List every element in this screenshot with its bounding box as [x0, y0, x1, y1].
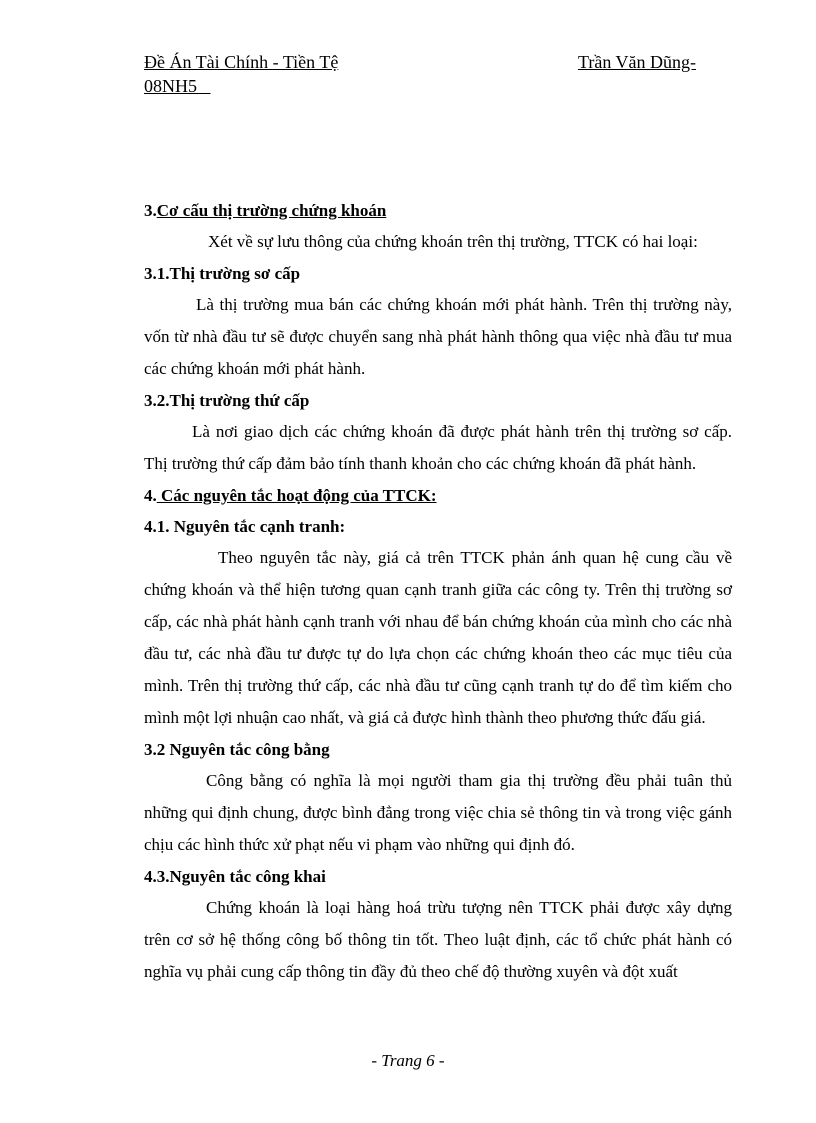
section-4-heading: 4. Các nguyên tắc hoạt động của TTCK:: [144, 486, 437, 505]
section-3-1-heading: 3.1.Thị trường sơ cấp: [144, 264, 301, 283]
header-line: [144, 50, 696, 74]
page-header: [144, 50, 696, 98]
author-name: Trần Văn Dũng-: [577, 52, 696, 72]
section-3-2-heading: 3.2.Thị trường thứ cấp: [144, 391, 310, 410]
section-3-2-text: Là nơi giao dịch các chứng khoán đã được phát hành trên thị trường sơ cấp. Thị trường thứ cấp đảm bảo tính thanh khoản cho các chứng khoán đã phát hành.: [144, 422, 732, 473]
section-4-2-text: Công bằng có nghĩa là mọi người tham gia thị trường đều phải tuân thủ những qui định chung, được bình đẳng trong việc chia sẻ thông tin và trong việc gánh chịu các hình thức xử phạt nếu vi phạm vào những qui định đó.: [144, 771, 732, 854]
section-3-heading: 3.Cơ cấu thị trường chứng khoán: [144, 201, 387, 220]
section-4-3-text: Chứng khoán là loại hàng hoá trừu tượng nên TTCK phải được xây dựng trên cơ sở hệ thống công bố thông tin tốt. Theo luật định, các tổ chức phát hành có nghĩa vụ phải cung cấp thông tin đầy đủ theo chế độ thường xuyên và đột xuất: [144, 898, 732, 981]
section-3-1-text: Là thị trường mua bán các chứng khoán mới phát hành. Trên thị trường này, vốn từ nhà đầu tư sẽ được chuyển sang nhà phát hành thông qua việc nhà đầu tư mua các chứng khoán mới phát hành.: [144, 295, 732, 378]
section-4-3-heading: 4.3.Nguyên tắc công khai: [144, 867, 326, 886]
document-title: Đề Án Tài Chính - Tiền Tệ: [144, 52, 339, 72]
section-4-1-text: Theo nguyên tắc này, giá cả trên TTCK phản ánh quan hệ cung cầu về chứng khoán và thể hiện tương quan cạnh tranh giữa các công ty. Trên thị trường sơ cấp, các nhà phát hành cạnh tranh với nhau để bán chứng khoán của mình cho các nhà đầu tư, các nhà đầu tư được tự do lựa chọn các chứng khoán theo các mục tiêu của mình. Trên thị trường thứ cấp, các nhà đầu tư cũng cạnh tranh tự do để tìm kiếm cho mình một lợi nhuận cao nhất, và giá cả được hình thành theo phương thức đấu giá.: [144, 548, 732, 727]
section-3-intro: Xét về sự lưu thông của chứng khoán trên thị trường, TTCK có hai loại:: [208, 232, 698, 251]
page-body: [144, 195, 732, 988]
class-code: 08NH5: [144, 76, 197, 96]
section-4-2-heading: 3.2 Nguyên tắc công bằng: [144, 740, 330, 759]
page-number: - Trang 6 -: [371, 1051, 445, 1070]
section-4-1-heading: 4.1. Nguyên tắc cạnh tranh:: [144, 517, 346, 536]
